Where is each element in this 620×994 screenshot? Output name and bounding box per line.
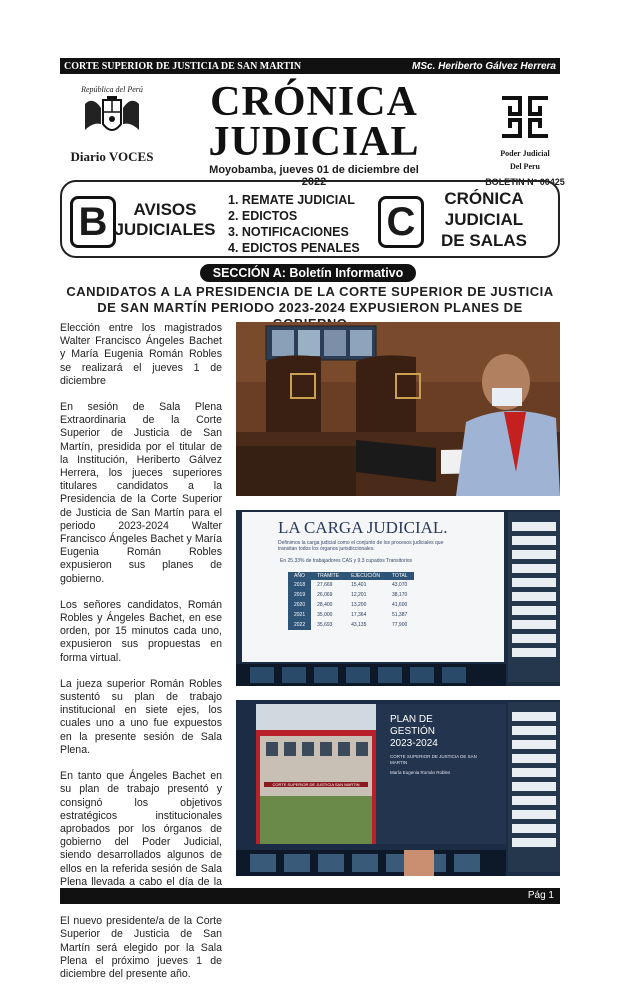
- table-cell: 17,364: [351, 612, 367, 618]
- table-cell: 2020: [288, 600, 311, 610]
- table-cell: 12,201: [351, 592, 367, 598]
- table-row: [288, 580, 414, 590]
- cronica-line3: DE SALAS: [441, 231, 527, 250]
- paragraph: Los señores candidatos, Román Robles y Ángeles Bachet, en ese orden, por 15 minutos cada uno, expusieron sus propuestas en forma virtual.: [60, 598, 222, 664]
- list-item[interactable]: 2. EDICTOS: [228, 209, 298, 223]
- slide-title: LA CARGA JUDICIAL.: [278, 518, 448, 537]
- table-cell: 38,170: [391, 592, 408, 598]
- letter-c: C: [378, 196, 424, 248]
- table-cell: 35,000: [317, 612, 333, 618]
- page-number: Pág 1: [527, 890, 554, 901]
- table-cell: 28,400: [317, 602, 333, 608]
- table-cell: 51,387: [391, 612, 408, 618]
- avisos-line1: AVISOS: [133, 200, 197, 219]
- table-row: [288, 620, 414, 630]
- photo-judge-desk-illustration: [236, 322, 560, 496]
- table-row: [288, 590, 414, 600]
- boletin-number: BOLETIN N° 00425: [485, 177, 565, 187]
- table-header: TOTAL: [391, 573, 408, 579]
- photo-carga-judicial: [236, 510, 560, 686]
- crest-arc-text: República del Perú: [81, 85, 143, 94]
- plan-title-line2: GESTIÓN: [390, 726, 436, 737]
- plan-author: María Eugenia Román Robles: [390, 770, 451, 775]
- table-cell: 13,200: [351, 602, 367, 608]
- table-header: TRAMITE: [317, 573, 340, 579]
- author-name: MSc. Heriberto Gálvez Herrera: [412, 60, 556, 72]
- dateline: Moyobamba, jueves 01 de diciembre del 2022: [209, 164, 419, 188]
- institution-name: CORTE SUPERIOR DE JUSTICIA DE SAN MARTIN: [64, 60, 302, 72]
- plan-subtitle: CORTE SUPERIOR DE JUSTICIA DE SAN MARTIN: [390, 754, 477, 765]
- letter-b: B: [70, 196, 116, 248]
- table-header: EJECUCIÓN: [351, 573, 380, 579]
- table-row: [288, 610, 414, 620]
- building-sign: CORTE SUPERIOR DE JUSTICIA SAN MARTIN: [264, 782, 368, 787]
- coat-of-arms-icon: [77, 94, 147, 142]
- list-item[interactable]: 3. NOTIFICACIONES: [228, 225, 349, 239]
- section-label: SECCIÓN A: Boletín Informativo: [200, 264, 416, 282]
- paragraph: En sesión de Sala Plena Extraordinaria de la Corte Superior de Justicia de San Martín, presidida por el titular de la Institución, Heriberto Gálvez Herrera, los jueces superiores titulares candidatos a la Presidencia de la Corte Superior de Justicia de San Martín para el periodo 2023-2024 Walter Francisco Ángeles Bachet y María Eugenia Román Robles expusieron sus planes de gobierno.: [60, 401, 222, 585]
- table-cell: 2022: [288, 620, 311, 630]
- table-row: [288, 600, 414, 610]
- table-cell: 35,693: [317, 622, 333, 628]
- paragraph: La jueza superior Román Robles sustentó su plan de trabajo institucional en siete ejes, los cuales uno a uno fue expuestos en la presente sesión de Sala Plena.: [60, 677, 222, 756]
- table-cell: 41,600: [391, 602, 408, 608]
- slide-text: Definimos la carga judicial como el conjunto de los procesos judiciales que transitan todos los órganos jurisdiccionales.: [278, 540, 444, 552]
- masthead-line1: CRÓNICA: [210, 79, 418, 125]
- pj-name-line1: Poder Judicial: [500, 149, 550, 158]
- table-cell: 26,069: [317, 592, 333, 598]
- table-cell: 43,135: [351, 622, 367, 628]
- paragraph: El nuevo presidente/a de la Corte Superior de Justicia de San Martín será elegido por la Sala Plena el próximo jueves 1 de diciembre del presente año.: [60, 915, 222, 980]
- list-item[interactable]: 1. REMATE JUDICIAL: [228, 193, 355, 207]
- cronica-line1: CRÓNICA: [444, 189, 524, 208]
- list-item[interactable]: 4. EDICTOS PENALES: [228, 241, 360, 255]
- paragraph: Elección entre los magistrados Walter Francisco Ángeles Bachet y María Eugenia Román Robles se realizará el jueves 1 de diciembre: [60, 322, 222, 387]
- crest-name: Diario VOCES: [70, 149, 154, 164]
- cronica-de-salas[interactable]: [424, 188, 544, 251]
- avisos-line2: JUDICIALES: [114, 220, 216, 239]
- headline-line2: DE SAN MARTÍN PERIODO 2023-2024 EXPUSIERON PLANES DE: [97, 300, 523, 315]
- photo-judge-desk: [236, 322, 560, 496]
- poder-judicial-logo-icon: [498, 94, 552, 140]
- plan-title-line1: PLAN DE: [390, 714, 433, 725]
- headline-line1: CANDIDATOS A LA PRESIDENCIA DE LA CORTE SUPERIOR DE JUSTICIA: [66, 284, 554, 299]
- carga-table: [288, 572, 414, 630]
- table-header: AÑO: [294, 573, 305, 579]
- index-list: [228, 192, 360, 256]
- table-cell: 2021: [288, 610, 311, 620]
- slide-text2: En 25.33% de trabajadores CAS y 9.3 cupados Transitorios: [280, 558, 413, 564]
- paragraph: En tanto que Ángeles Bachet en su plan de trabajo presentó y consignó los objetivos estratégicos institucionales aprobados por los órganos de gobierno del Poder Judicial, siendo desarrollados algunos de ellos en la referida sesión de Sala Plena llevada a cabo el día de la: [60, 770, 222, 888]
- top-banner: [60, 58, 560, 74]
- table-cell: 2018: [288, 580, 311, 590]
- avisos-judiciales[interactable]: [110, 200, 220, 240]
- footer-bar: [60, 888, 560, 904]
- masthead-line2: JUDICIAL: [208, 119, 420, 165]
- cronica-line2: JUDICIAL: [444, 210, 524, 229]
- plan-title: [390, 714, 438, 750]
- table-cell: 15,401: [351, 582, 367, 588]
- pj-name-line2: Del Peru: [510, 162, 540, 171]
- plan-title-line3: 2023-2024: [390, 738, 438, 749]
- table-cell: 27,669: [317, 582, 333, 588]
- table-cell: 2019: [288, 590, 311, 600]
- photo-plan-gestion: [236, 700, 560, 876]
- poder-judicial-block: [480, 94, 570, 187]
- table-cell: 43,070: [391, 582, 408, 588]
- masthead: [196, 79, 432, 165]
- table-cell: 77,900: [391, 622, 408, 628]
- crest: [68, 85, 156, 165]
